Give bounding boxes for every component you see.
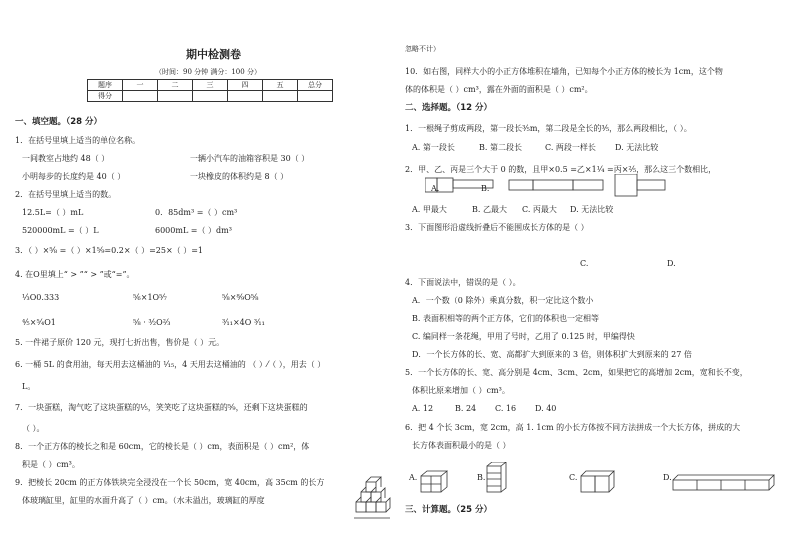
question-1d: 一块橡皮的体积约是 8（ ）: [190, 172, 289, 181]
question-10-cont: 体的体积是（ ）cm³，露在外面的面积是（ ）cm²。: [405, 85, 593, 94]
question-8-cont: 积是（ ）cm³。: [22, 460, 80, 469]
choice-1-option-c[interactable]: C. 两段一样长: [545, 143, 596, 152]
question-1: 1．在括号里填上适当的单位名称。: [15, 136, 141, 145]
choice-6-option-figures: [419, 462, 789, 496]
question-7-cont: （ ）。: [22, 424, 45, 433]
score-header-cell: 一: [123, 80, 158, 91]
score-cell[interactable]: [123, 91, 158, 102]
choice-5-cont: 体积比原来增加（ ）cm³。: [412, 386, 510, 395]
choice-4-option-d[interactable]: D．一个长方体的长、宽、高都扩大到原来的 3 倍，则体积扩大到原来的 27 倍: [412, 350, 692, 359]
score-header-cell: 四: [228, 80, 263, 91]
right-column: [397, 0, 794, 560]
choice-3-option-figures-top: [425, 174, 675, 198]
section-calc-title: 三、计算题。（25 分）: [405, 505, 493, 515]
question-1a: 一间教室占地约 48（ ）: [22, 154, 110, 163]
question-4d: ⁴⁄₅×⁵⁄₄O1: [22, 318, 56, 327]
choice-2-option-d[interactable]: D. 无法比较: [570, 205, 614, 214]
score-header-cell: 二: [158, 80, 193, 91]
score-cell[interactable]: [193, 91, 228, 102]
score-row-label: 得分: [88, 91, 123, 102]
stacked-cubes-figure: [352, 468, 392, 520]
score-table: [87, 79, 333, 102]
choice-4-option-a[interactable]: A．一个数（0 除外）乘真分数，积一定比这个数小: [412, 296, 594, 305]
choice-2-option-a[interactable]: A. 甲最大: [412, 205, 447, 214]
question-2d: 6000mL =（ ）dm³: [155, 226, 232, 235]
question-1c: 小明每步的长度约是 40（ ）: [22, 172, 126, 181]
question-1b: 一辆小汽车的油箱容积是 30（ ）: [190, 154, 310, 163]
question-5: 5. 一件裙子原价 120 元，现打七折出售，售价是（ ）元。: [15, 338, 225, 347]
question-8: 8．一个正方体的棱长之和是 60cm，它的棱长是（ ）cm，表面积是（ ）cm²，体: [15, 442, 310, 451]
choice-6: 6．把 4 个长 3cm，宽 2cm，高 1. 1cm 的小长方体按不同方法拼成一个大长方体，拼成的大: [405, 423, 741, 432]
choice-5-option-d[interactable]: D. 40: [535, 404, 557, 413]
question-6: 6. 一桶 5L 的食用油，每天用去这桶油的 ¹⁄₁₅，4 天用去这桶油的 （ ）⁄（ ），用去（ ）: [15, 360, 326, 369]
score-header-cell: 三: [193, 80, 228, 91]
question-4f: ³⁄₁₁×4O ³⁄₁₁: [222, 318, 265, 327]
question-4e: ⁵⁄₈ · ³⁄₂O²⁄₃: [133, 318, 171, 327]
choice-3-option-c[interactable]: C.: [580, 259, 589, 268]
section-choice-title: 二、选择题。（12 分）: [405, 103, 493, 113]
question-2: 2．在括号里填上适当的数。: [15, 190, 117, 199]
question-2c: 520000mL =（ ）L: [22, 226, 99, 235]
score-table-header-row: [88, 80, 333, 91]
question-4: 4. 在O里填上“ > ”“ > ”或“=”。: [15, 270, 135, 279]
question-2b: 0．85dm³ =（ ）cm³: [155, 208, 238, 217]
choice-4-option-c[interactable]: C. 编同样一条花绳，甲用了号时，乙用了 0.125 时，甲编得快: [412, 332, 635, 341]
question-9-cont: 体玻璃缸里，缸里的水面升高了（ ）cm。（水未溢出，玻璃缸的厚度: [22, 496, 265, 505]
exam-time-info: （时间：90 分钟 满分：100 分）: [155, 68, 261, 76]
choice-6-option-c[interactable]: C.: [569, 473, 578, 482]
section-fill-in-title: 一、填空题。（28 分）: [15, 117, 103, 127]
score-cell[interactable]: [158, 91, 193, 102]
question-9-end: 忽略不计）: [405, 45, 440, 53]
choice-6-option-d[interactable]: D.: [663, 473, 672, 482]
question-4c: ⁵⁄₈×⁸⁄₉O⁵⁄₈: [222, 293, 259, 302]
choice-6-option-b[interactable]: B.: [477, 473, 486, 482]
choice-2-option-c[interactable]: C. 丙最大: [522, 205, 557, 214]
choice-2: 2．甲、乙、丙是三个大于 0 的数，且甲×0.5 =乙×1¹⁄₄ =丙×²⁄₅，那么这三个数相比，: [405, 165, 717, 174]
question-2a: 12.5L=（ ）mL: [22, 208, 84, 217]
choice-5-option-c[interactable]: C. 16: [495, 404, 517, 413]
choice-1-option-b[interactable]: B. 第二段长: [479, 143, 522, 152]
choice-3: 3．下面图形沿虚线折叠后不能围成长方体的是（ ）: [405, 223, 589, 232]
score-cell[interactable]: [298, 91, 333, 102]
question-9: 9．把棱长 20cm 的正方体铁块完全浸没在一个长 50cm，宽 40cm，高 35cm 的长方: [15, 478, 325, 487]
score-table-score-row: [88, 91, 333, 102]
score-header-cell: 总分: [298, 80, 333, 91]
choice-4-option-b[interactable]: B. 表面积相等的两个正方体，它们的体积也一定相等: [412, 314, 599, 323]
choice-2-option-b[interactable]: B. 乙最大: [472, 205, 507, 214]
choice-5-option-a[interactable]: A. 12: [412, 404, 434, 413]
score-header-cell: 五: [263, 80, 298, 91]
question-4b: ⁵⁄₆×1O⁵⁄₇: [133, 293, 167, 302]
question-10: 10．如右图，同样大小的小正方体堆积在墙角，已知每个小正方体的棱长为 1cm，这个物: [405, 67, 723, 76]
choice-6-cont: 长方体表面积最小的是（ ）: [412, 441, 511, 450]
choice-1-option-d[interactable]: D. 无法比较: [615, 143, 659, 152]
choice-1-option-a[interactable]: A. 第一段长: [412, 143, 455, 152]
choice-3-option-d[interactable]: D.: [667, 259, 676, 268]
choice-3-option-a[interactable]: A.: [431, 184, 440, 193]
question-7: 7．一块蛋糕，淘气吃了这块蛋糕的¹⁄₅，笑笑吃了这块蛋糕的⁵⁄₉，还剩下这块蛋糕的: [15, 403, 308, 412]
choice-6-option-a[interactable]: A.: [409, 473, 418, 482]
choice-3-option-b[interactable]: B.: [481, 184, 490, 193]
page-title: 期中检测卷: [186, 48, 241, 61]
choice-5-option-b[interactable]: B. 24: [455, 404, 477, 413]
choice-5: 5．一个长方体的长、宽、高分别是 4cm、3cm、2cm，如果把它的高增加 2cm，宽和长不变，: [405, 368, 748, 377]
question-3: 3．（ ）×⁵⁄₈ =（ ）×1⁵⁄₉=0.2×（ ）=25×（ ）=1: [15, 246, 204, 255]
score-header-cell: 题序: [88, 80, 123, 91]
choice-4: 4．下面说法中，错误的是（ ）。: [405, 278, 521, 287]
question-6-cont: L。: [22, 382, 36, 391]
score-cell[interactable]: [228, 91, 263, 102]
choice-1: 1．一根绳子剪成两段，第一段长³⁄₅m，第二段是全长的³⁄₅，那么两段相比，（ ）。: [405, 124, 692, 133]
score-cell[interactable]: [263, 91, 298, 102]
question-4a: ¹⁄₃O0.333: [22, 293, 60, 302]
